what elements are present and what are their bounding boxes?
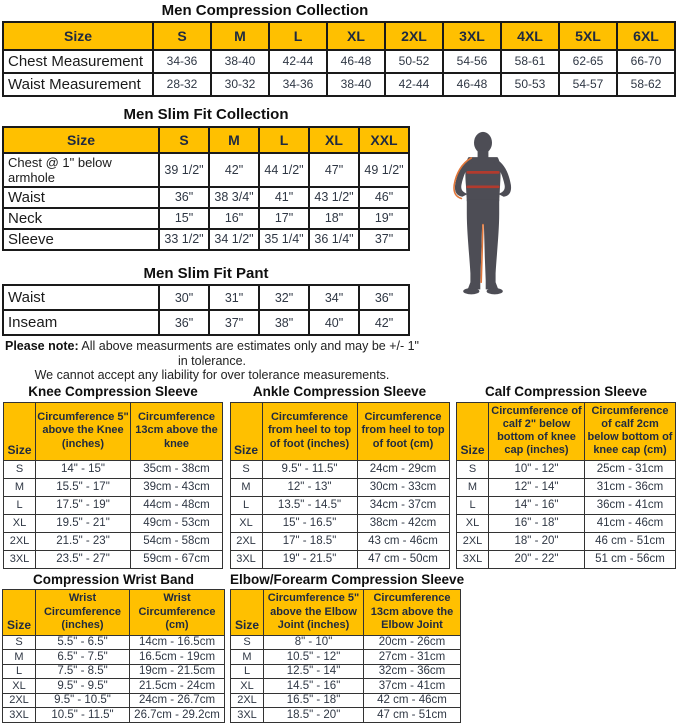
inches-cell: 9.5" - 9.5" (36, 679, 130, 694)
row-label: Neck (3, 208, 159, 229)
column-header-inches: Circumference 5" above the Elbow Joint (inches) (264, 589, 364, 635)
note-label: Please note: (4, 339, 79, 354)
table-row (230, 460, 449, 478)
row-label: Sleeve (3, 229, 159, 250)
header-row (231, 589, 461, 635)
inches-cell: 16.5" - 18" (264, 693, 364, 708)
wrist-band-table (2, 589, 225, 723)
column-header-m: M (211, 22, 269, 50)
value-cell: 66-70 (617, 50, 675, 73)
value-cell: 44 1/2" (259, 153, 309, 187)
inches-cell: 5.5" - 6.5" (36, 635, 130, 650)
value-cell: 47" (309, 153, 359, 187)
column-header-xl: XL (327, 22, 385, 50)
value-cell: 62-65 (559, 50, 617, 73)
row-label: Waist Measurement (3, 73, 153, 96)
calf-sleeve-table (456, 402, 676, 569)
column-header-4xl: 4XL (501, 22, 559, 50)
table-row (231, 693, 461, 708)
table-row (4, 478, 223, 496)
inches-cell: 19.5" - 21" (36, 514, 131, 532)
column-header-size: Size (3, 22, 153, 50)
inches-cell: 20" - 22" (489, 550, 585, 568)
size-cell: M (457, 478, 489, 496)
cm-cell: 36cm - 41cm (585, 496, 676, 514)
cm-cell: 47 cm - 51cm (364, 708, 461, 723)
value-cell: 46-48 (327, 50, 385, 73)
size-cell: 3XL (3, 708, 36, 723)
column-header-size: Size (3, 127, 159, 153)
value-cell: 18" (309, 208, 359, 229)
cm-cell: 31cm - 36cm (585, 478, 676, 496)
table-row (3, 187, 409, 208)
size-cell: 2XL (231, 693, 264, 708)
size-cell: 2XL (3, 693, 36, 708)
row-label: Chest Measurement (3, 50, 153, 73)
column-header-xl: XL (309, 127, 359, 153)
inches-cell: 10.5" - 12" (264, 650, 364, 665)
cm-cell: 37cm - 41cm (364, 679, 461, 694)
row-label: Waist (3, 285, 159, 310)
inches-cell: 6.5" - 7.5" (36, 650, 130, 665)
value-cell: 58-62 (617, 73, 675, 96)
column-header-size: Size (3, 589, 36, 635)
column-header-6xl: 6XL (617, 22, 675, 50)
value-cell: 30" (159, 285, 209, 310)
column-header-cm: Circumference from heel to top of foot (cm) (357, 402, 449, 460)
cm-cell: 19cm - 21.5cm (130, 664, 225, 679)
row-label: Waist (3, 187, 159, 208)
size-cell: 2XL (230, 532, 262, 550)
size-cell: M (231, 650, 264, 665)
column-header-s: S (153, 22, 211, 50)
cm-cell: 47 cm - 50cm (357, 550, 449, 568)
wrist-elbow-tables-row (0, 573, 679, 723)
calf-sleeve-title: Calf Compression Sleeve (484, 384, 648, 400)
size-cell: S (3, 635, 36, 650)
value-cell: 42-44 (269, 50, 327, 73)
size-cell: 3XL (4, 550, 36, 568)
slim-fit-pant-rows (3, 285, 409, 335)
calf-sleeve-section (456, 385, 676, 568)
table-row (4, 532, 223, 550)
cm-cell: 21.5cm - 24cm (130, 679, 225, 694)
table-row (230, 514, 449, 532)
inches-cell: 9.5" - 11.5" (262, 460, 357, 478)
elbow-forearm-section (230, 573, 464, 723)
compression-rows (3, 50, 675, 96)
table-row (231, 664, 461, 679)
table-row (457, 514, 676, 532)
column-header-s: S (159, 127, 209, 153)
cm-cell: 38cm - 42cm (357, 514, 449, 532)
cm-cell: 39cm - 43cm (131, 478, 223, 496)
value-cell: 38" (259, 310, 309, 335)
value-cell: 42" (359, 310, 409, 335)
cm-cell: 16.5cm - 19cm (130, 650, 225, 665)
cm-cell: 41cm - 46cm (585, 514, 676, 532)
cm-cell: 24cm - 29cm (357, 460, 449, 478)
size-cell: XL (457, 514, 489, 532)
inches-cell: 17.5" - 19" (36, 496, 131, 514)
column-header-size: Size (4, 402, 36, 460)
header-row (3, 22, 675, 50)
men-slim-fit-collection-table (2, 126, 410, 251)
cm-cell: 42 cm - 46cm (364, 693, 461, 708)
cm-cell: 44cm - 48cm (131, 496, 223, 514)
table-row (230, 550, 449, 568)
size-cell: XL (3, 679, 36, 694)
table-row (230, 478, 449, 496)
inches-cell: 21.5" - 23" (36, 532, 131, 550)
inches-cell: 19" - 21.5" (262, 550, 357, 568)
value-cell: 36" (159, 187, 209, 208)
value-cell: 46" (359, 187, 409, 208)
value-cell: 41" (259, 187, 309, 208)
size-cell: M (4, 478, 36, 496)
column-header-inches: Circumference of calf 2" below bottom of knee cap (inches) (489, 402, 585, 460)
note-line2: We cannot accept any liability for over tolerance measurements. (34, 368, 390, 382)
column-header-cm: Circumference 13cm above the knee (131, 402, 223, 460)
inches-cell: 7.5" - 8.5" (36, 664, 130, 679)
value-cell: 32" (259, 285, 309, 310)
header-row (4, 402, 223, 460)
table-row (3, 73, 675, 96)
inches-cell: 12" - 13" (262, 478, 357, 496)
table-row (457, 496, 676, 514)
value-cell: 46-48 (443, 73, 501, 96)
inches-cell: 15" - 16.5" (262, 514, 357, 532)
inches-cell: 18.5" - 20" (264, 708, 364, 723)
header-row (3, 589, 225, 635)
column-header-cm: Circumference of calf 2cm below bottom of knee cap (cm) (585, 402, 676, 460)
size-cell: XL (4, 514, 36, 532)
value-cell: 28-32 (153, 73, 211, 96)
cm-cell: 34cm - 37cm (357, 496, 449, 514)
value-cell: 36 1/4" (309, 229, 359, 250)
table-row (4, 496, 223, 514)
cm-cell: 30cm - 33cm (357, 478, 449, 496)
value-cell: 50-52 (385, 50, 443, 73)
value-cell: 42" (209, 153, 259, 187)
cm-cell: 32cm - 36cm (364, 664, 461, 679)
ankle-rows (230, 460, 449, 568)
cm-cell: 35cm - 38cm (131, 460, 223, 478)
value-cell: 54-57 (559, 73, 617, 96)
knee-sleeve-title: Knee Compression Sleeve (28, 384, 198, 400)
column-header-l: L (269, 22, 327, 50)
inches-cell: 10.5" - 11.5" (36, 708, 130, 723)
knee-rows (4, 460, 223, 568)
table-row (3, 153, 409, 187)
inches-cell: 18" - 20" (489, 532, 585, 550)
value-cell: 38 3/4" (209, 187, 259, 208)
value-cell: 34 1/2" (209, 229, 259, 250)
knee-sleeve-table (3, 402, 223, 569)
size-cell: M (3, 650, 36, 665)
inches-cell: 8" - 10" (264, 635, 364, 650)
value-cell: 16" (209, 208, 259, 229)
cm-cell: 46 cm - 51cm (585, 532, 676, 550)
header-row (3, 127, 409, 153)
size-cell: L (3, 664, 36, 679)
size-cell: XL (230, 514, 262, 532)
sleeve-tables-row (0, 385, 679, 568)
size-cell: 3XL (231, 708, 264, 723)
inches-cell: 9.5" - 10.5" (36, 693, 130, 708)
size-cell: L (4, 496, 36, 514)
value-cell: 38-40 (211, 50, 269, 73)
men-slim-fit-pant-table (2, 284, 410, 336)
value-cell: 37" (359, 229, 409, 250)
column-header-inches: Circumference from heel to top of foot (inches) (262, 402, 357, 460)
wrist-rows (3, 635, 225, 722)
men-compression-collection-table (2, 21, 676, 97)
header-row (230, 402, 449, 460)
men-compression-collection-title: Men Compression Collection (161, 2, 369, 19)
row-label: Inseam (3, 310, 159, 335)
table-row (3, 285, 409, 310)
value-cell: 54-56 (443, 50, 501, 73)
table-row (231, 708, 461, 723)
table-row (3, 693, 225, 708)
table-row (3, 229, 409, 250)
table-row (231, 635, 461, 650)
table-row (3, 650, 225, 665)
size-cell: 2XL (4, 532, 36, 550)
value-cell: 36" (359, 285, 409, 310)
column-header-cm: Wrist Circumference (cm) (130, 589, 225, 635)
value-cell: 42-44 (385, 73, 443, 96)
table-row (231, 679, 461, 694)
size-cell: L (457, 496, 489, 514)
column-header-3xl: 3XL (443, 22, 501, 50)
size-cell: L (231, 664, 264, 679)
wrist-band-section (2, 573, 225, 723)
size-cell: XL (231, 679, 264, 694)
inches-cell: 17" - 18.5" (262, 532, 357, 550)
table-row (230, 532, 449, 550)
table-row (4, 460, 223, 478)
row-label: Chest @ 1" below armhole (3, 153, 159, 187)
cm-cell: 25cm - 31cm (585, 460, 676, 478)
cm-cell: 59cm - 67cm (131, 550, 223, 568)
inches-cell: 14" - 16" (489, 496, 585, 514)
value-cell: 33 1/2" (159, 229, 209, 250)
table-row (231, 650, 461, 665)
value-cell: 17" (259, 208, 309, 229)
male-silhouette-figure (438, 126, 528, 316)
inches-cell: 23.5" - 27" (36, 550, 131, 568)
ankle-sleeve-title: Ankle Compression Sleeve (252, 384, 427, 400)
inches-cell: 14" - 15" (36, 460, 131, 478)
value-cell: 36" (159, 310, 209, 335)
size-cell: L (230, 496, 262, 514)
table-row (3, 635, 225, 650)
value-cell: 43 1/2" (309, 187, 359, 208)
column-header-size: Size (457, 402, 489, 460)
table-row (4, 514, 223, 532)
cm-cell: 24cm - 26.7cm (130, 693, 225, 708)
value-cell: 15" (159, 208, 209, 229)
note-line1: All above measurments are estimates only and may be +/- 1" in tolerance. (78, 339, 419, 368)
cm-cell: 14cm - 16.5cm (130, 635, 225, 650)
value-cell: 49 1/2" (359, 153, 409, 187)
column-header-m: M (209, 127, 259, 153)
size-cell: 3XL (230, 550, 262, 568)
tolerance-note (0, 339, 424, 382)
inches-cell: 10" - 12" (489, 460, 585, 478)
column-header-size: Size (230, 402, 262, 460)
table-row (3, 664, 225, 679)
value-cell: 40" (309, 310, 359, 335)
men-slim-fit-collection-title: Men Slim Fit Collection (123, 105, 289, 123)
table-row (457, 460, 676, 478)
inches-cell: 15.5" - 17" (36, 478, 131, 496)
size-cell: S (230, 460, 262, 478)
men-slim-fit-pant-title: Men Slim Fit Pant (143, 264, 269, 282)
inches-cell: 12.5" - 14" (264, 664, 364, 679)
male-silhouette-icon (438, 126, 528, 316)
cm-cell: 20cm - 26cm (364, 635, 461, 650)
table-row (3, 208, 409, 229)
inches-cell: 16" - 18" (489, 514, 585, 532)
cm-cell: 27cm - 31cm (364, 650, 461, 665)
value-cell: 35 1/4" (259, 229, 309, 250)
value-cell: 39 1/2" (159, 153, 209, 187)
value-cell: 19" (359, 208, 409, 229)
header-row (457, 402, 676, 460)
size-cell: S (231, 635, 264, 650)
value-cell: 58-61 (501, 50, 559, 73)
elbow-forearm-table (230, 589, 461, 723)
value-cell: 34" (309, 285, 359, 310)
table-row (230, 496, 449, 514)
value-cell: 31" (209, 285, 259, 310)
inches-cell: 14.5" - 16" (264, 679, 364, 694)
table-row (457, 478, 676, 496)
value-cell: 50-53 (501, 73, 559, 96)
column-header-size: Size (231, 589, 264, 635)
value-cell: 38-40 (327, 73, 385, 96)
size-cell: M (230, 478, 262, 496)
column-header-inches: Circumference 5" above the Knee (inches) (36, 402, 131, 460)
inches-cell: 12" - 14" (489, 478, 585, 496)
table-row (457, 532, 676, 550)
inches-cell: 13.5" - 14.5" (262, 496, 357, 514)
size-cell: 3XL (457, 550, 489, 568)
size-cell: S (457, 460, 489, 478)
value-cell: 37" (209, 310, 259, 335)
calf-rows (457, 460, 676, 568)
cm-cell: 51 cm - 56cm (585, 550, 676, 568)
slim-fit-rows (3, 153, 409, 250)
cm-cell: 49cm - 53cm (131, 514, 223, 532)
cm-cell: 54cm - 58cm (131, 532, 223, 550)
value-cell: 34-36 (269, 73, 327, 96)
ankle-sleeve-table (230, 402, 450, 569)
table-row (3, 679, 225, 694)
table-row (457, 550, 676, 568)
column-header-2xl: 2XL (385, 22, 443, 50)
column-header-cm: Circumference 13cm above the Elbow Joint (364, 589, 461, 635)
column-header-xxl: XXL (359, 127, 409, 153)
wrist-band-title: Compression Wrist Band (32, 571, 195, 587)
cm-cell: 43 cm - 46cm (357, 532, 449, 550)
column-header-5xl: 5XL (559, 22, 617, 50)
column-header-l: L (259, 127, 309, 153)
cm-cell: 26.7cm - 29.2cm (130, 708, 225, 723)
size-cell: 2XL (457, 532, 489, 550)
table-row (3, 310, 409, 335)
elbow-rows (231, 635, 461, 722)
elbow-forearm-title: Elbow/Forearm Compression Sleeve (230, 571, 465, 587)
ankle-sleeve-section (230, 385, 450, 568)
knee-sleeve-section (3, 385, 223, 568)
column-header-inches: Wrist Circumference (inches) (36, 589, 130, 635)
table-row (4, 550, 223, 568)
table-row (3, 50, 675, 73)
table-row (3, 708, 225, 723)
size-cell: S (4, 460, 36, 478)
value-cell: 34-36 (153, 50, 211, 73)
value-cell: 30-32 (211, 73, 269, 96)
